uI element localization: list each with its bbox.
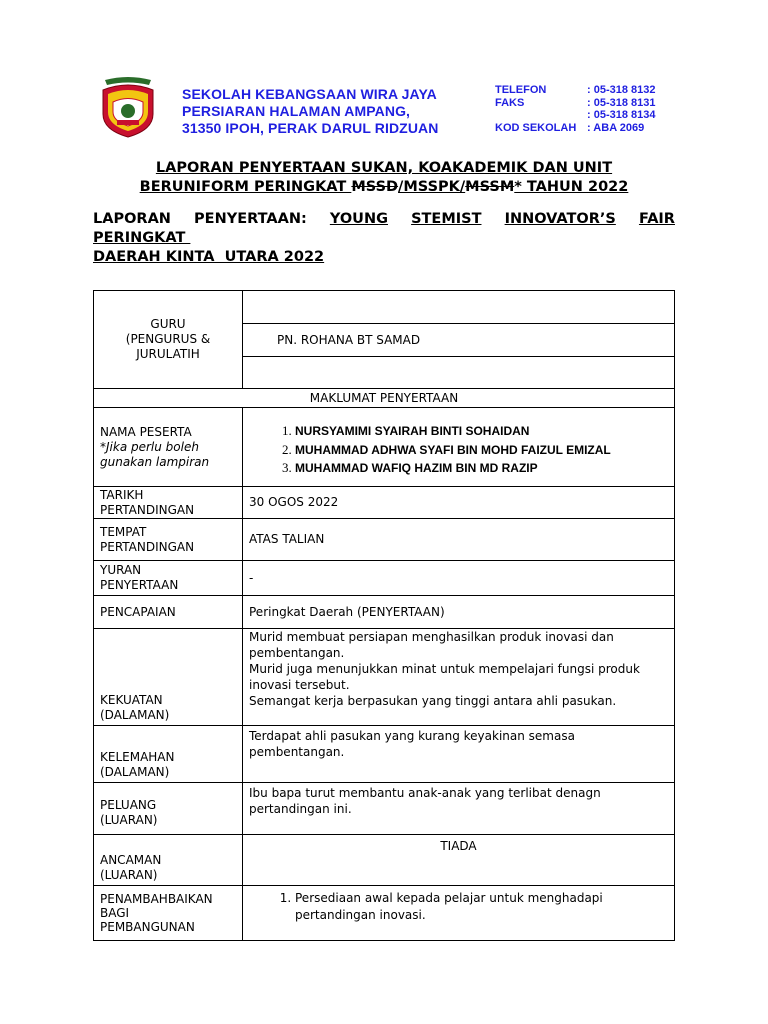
contact-label: KOD SEKOLAH — [495, 121, 577, 134]
school-crest-logo — [99, 76, 157, 138]
title-line-2a: BERUNIFORM PERINGKAT — [139, 179, 352, 195]
empty-cell — [243, 291, 675, 324]
guru-label: GURU (PENGURUS & JURULATIH — [94, 291, 243, 389]
pencapaian-value: Peringkat Daerah (PENYERTAAN) — [243, 596, 675, 629]
table-row — [94, 389, 675, 408]
contact-value: : ABA 2069 — [587, 121, 645, 134]
contact-row — [495, 122, 656, 135]
contact-label — [495, 109, 587, 122]
subtitle-word: STEMIST — [411, 211, 482, 227]
kekuatan-label: KEKUATAN (DALAMAN) — [94, 629, 243, 726]
kelemahan-label: KELEMAHAN (DALAMAN) — [94, 726, 243, 783]
contact-value: : 05-318 8132 — [587, 84, 656, 96]
table-row — [94, 408, 675, 487]
peluang-label: PELUANG (LUARAN) — [94, 783, 243, 835]
subtitle-word: LAPORAN — [93, 211, 171, 227]
tempat-label: TEMPAT PERTANDINGAN — [94, 519, 243, 561]
improvement-list — [249, 890, 668, 924]
subtitle-line-2: PERINGKAT — [93, 230, 191, 246]
contact-row — [495, 84, 656, 97]
table-row — [94, 629, 675, 726]
contact-label: TELEFON — [495, 84, 547, 96]
contact-label: FAKS — [495, 96, 525, 109]
school-street: PERSIARAN HALAMAN AMPANG, — [182, 103, 411, 119]
school-name: SEKOLAH KEBANGSAAN WIRA JAYA — [182, 86, 437, 102]
table-row — [94, 291, 675, 324]
subtitle-word: YOUNG — [329, 211, 388, 227]
contact-row — [495, 97, 656, 110]
report-subtitle — [93, 210, 675, 267]
table-row — [94, 519, 675, 561]
ancaman-value: TIADA — [243, 835, 675, 886]
table-row — [94, 783, 675, 835]
subtitle-word: FAIR — [638, 211, 675, 227]
ancaman-label: ANCAMAN (LUARAN) — [94, 835, 243, 886]
section-header: MAKLUMAT PENYERTAAN — [94, 389, 675, 408]
school-address — [182, 86, 438, 137]
school-city: 31350 IPOH, PERAK DARUL RIDZUAN — [182, 120, 439, 136]
report-table — [93, 290, 675, 941]
participant-item: 1. NURSYAMIMI SYAIRAH BINTI SOHAIDAN — [295, 422, 668, 441]
table-row — [94, 886, 675, 941]
kekuatan-value: Murid membuat persiapan menghasilkan produk inovasi dan pembentangan. Murid juga menunjukkan minat untuk mempelajari fungsi produk inovasi tersebut. Semangat kerja berpasukan yang tinggi antara ahli pasukan. — [243, 629, 675, 726]
penambahbaikan-cell — [243, 886, 675, 941]
empty-cell — [243, 357, 675, 389]
contact-value: : 05-318 8134 — [587, 109, 656, 121]
participant-item: 3. MUHAMMAD WAFIQ HAZIM BIN MD RAZIP — [295, 459, 668, 478]
subtitle-line-3: DAERAH KINTA UTARA 2022 — [93, 249, 325, 265]
yuran-label: YURAN PENYERTAAN — [94, 561, 243, 596]
subtitle-word: INNOVATOR’S — [504, 211, 616, 227]
tempat-value: ATAS TALIAN — [243, 519, 675, 561]
title-struck-mssm: MSSM — [465, 179, 515, 195]
contact-value: : 05-318 8131 — [587, 96, 656, 109]
report-title — [92, 159, 676, 197]
participant-list — [249, 422, 668, 478]
peluang-value: Ibu bapa turut membantu anak-anak yang terlibat denagn pertandingan ini. — [243, 783, 675, 835]
improvement-item: 1. Persediaan awal kepada pelajar untuk menghadapi pertandingan inovasi. — [295, 890, 668, 924]
table-row — [94, 596, 675, 629]
table-row — [94, 561, 675, 596]
pencapaian-label: PENCAPAIAN — [94, 596, 243, 629]
participants-cell — [243, 408, 675, 487]
subtitle-word: PENYERTAAN: — [194, 211, 307, 227]
title-line-1: LAPORAN PENYERTAAN SUKAN, KOAKADEMIK DAN UNIT — [155, 160, 613, 176]
penambahbaikan-label: PENAMBAHBAIKAN BAGI PEMBANGUNAN — [94, 886, 243, 941]
contact-row — [495, 109, 656, 122]
participant-item: 2. MUHAMMAD ADHWA SYAFI BIN MOHD FAIZUL EMIZAL — [295, 441, 668, 460]
title-line-2b: /MSSPK/ — [398, 179, 466, 195]
table-row — [94, 726, 675, 783]
nama-note: *Jika perlu boleh gunakan lampiran — [100, 439, 210, 469]
title-struck-mssd: MSSD — [351, 179, 399, 195]
nama-label-cell — [94, 408, 243, 487]
contact-block — [495, 84, 656, 134]
tarikh-label: TARIKH PERTANDINGAN — [94, 487, 243, 519]
table-row — [94, 487, 675, 519]
table-row — [94, 835, 675, 886]
title-line-2c: * TAHUN 2022 — [514, 179, 629, 195]
guru-name: PN. ROHANA BT SAMAD — [243, 324, 675, 357]
tarikh-value: 30 OGOS 2022 — [243, 487, 675, 519]
yuran-value: - — [243, 561, 675, 596]
nama-label: NAMA PESERTA — [100, 424, 192, 439]
kelemahan-value: Terdapat ahli pasukan yang kurang keyakinan semasa pembentangan. — [243, 726, 675, 783]
